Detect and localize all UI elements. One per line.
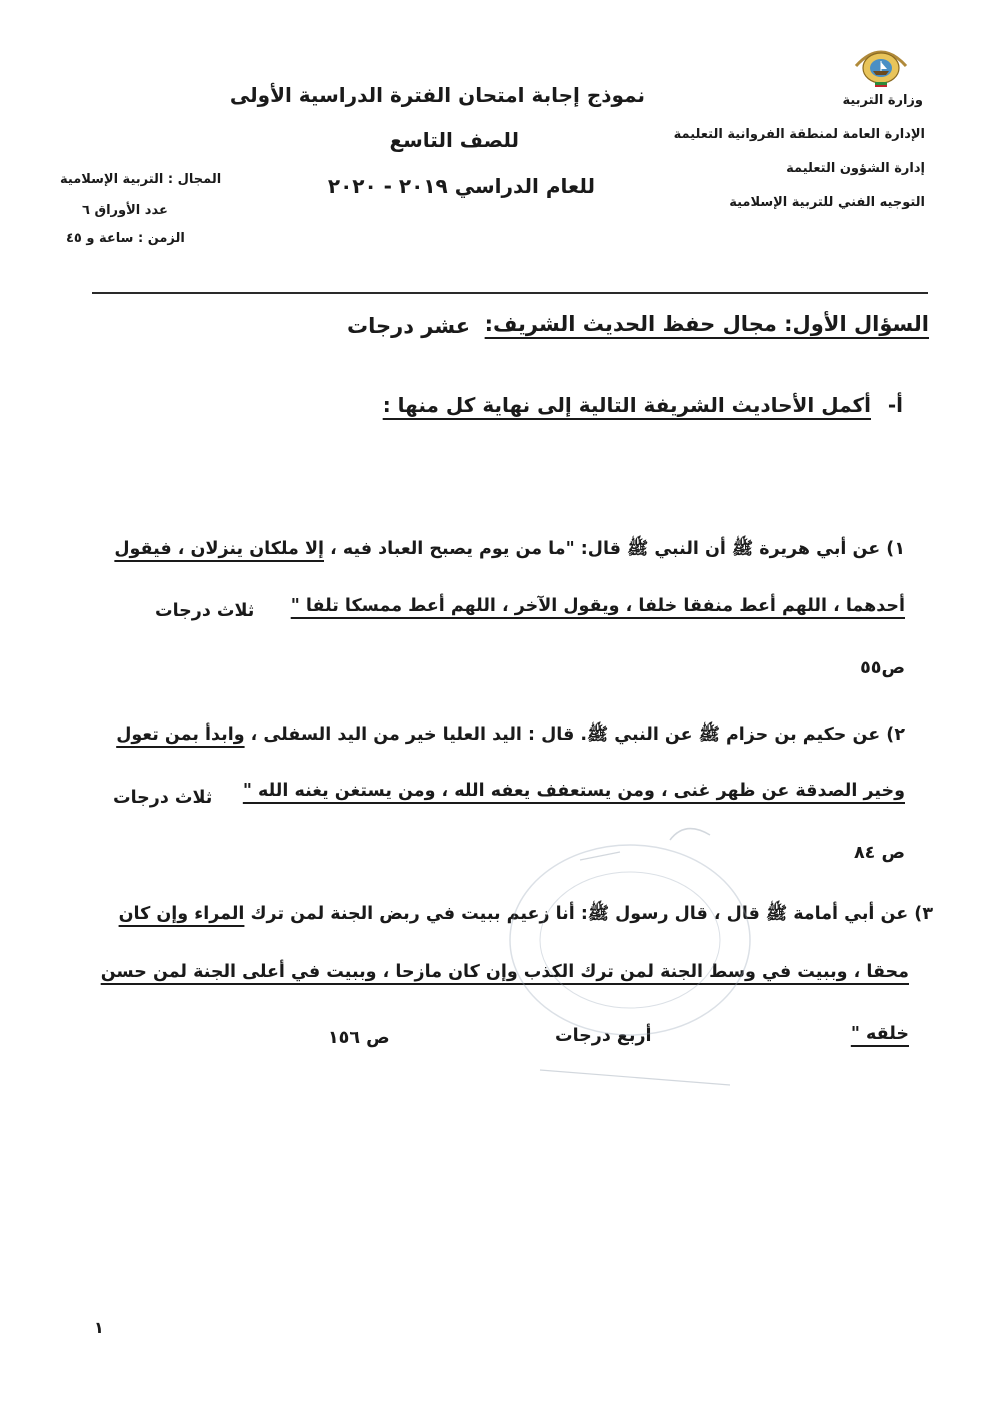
kuwait-emblem-logo [852, 44, 910, 88]
hadith-1-line-1 [114, 537, 905, 563]
hadith-1-answer-part-1: إلا ملكان ينزلان ، فيقول [114, 539, 324, 559]
exam-grade: للصف التاسع [389, 128, 519, 152]
hadith-3-page-ref: ص ١٥٦ [328, 1028, 390, 1048]
hadith-1-marks: ثلاث درجات [155, 601, 255, 621]
hadith-2-page-ref: ص ٨٤ [853, 843, 905, 863]
hadith-1-answer-part-2: أحدهما ، اللهم أعط منفقا خلفا ، ويقول الآخر ، اللهم أعط ممسكا تلفا " [290, 596, 905, 616]
hadith-1-page-ref: ص٥٥ [860, 658, 905, 678]
supervision-name: التوجيه الفني للتربية الإسلامية [729, 195, 925, 210]
hadith-1-text: ١) عن أبي هريرة ﷺ أن النبي ﷺ قال: "ما من يوم يصبح العباد فيه ، [324, 539, 905, 559]
header-divider [92, 292, 928, 294]
question-marks: عشر درجات [347, 314, 471, 338]
hadith-2-marks: ثلاث درجات [113, 788, 213, 808]
hadith-3-answer-part-2: محقا ، وببيت في وسط الجنة لمن ترك الكذب وإن كان مازحا ، وببيت في أعلى الجنة لمن حسن [100, 962, 909, 982]
hadith-2-line-1 [116, 723, 905, 749]
part-a-label: أ- [887, 393, 903, 417]
part-a-instruction: أكمل الأحاديث الشريفة التالية إلى نهاية كل منها : [382, 393, 871, 417]
hadith-2-text: ٢) عن حكيم بن حزام ﷺ عن النبي ﷺ. قال : اليد العليا خير من اليد السفلى ، [244, 725, 905, 745]
faded-official-stamp [480, 800, 800, 1120]
exam-title: نموذج إجابة امتحان الفترة الدراسية الأولى [229, 83, 645, 107]
page-number: ١ [94, 1318, 104, 1337]
hadith-3-text: ٣) عن أبي أمامة ﷺ قال ، قال رسول ﷺ: أنا زعيم ببيت في ربض الجنة لمن ترك [244, 904, 933, 924]
subject-field: المجال : التربية الإسلامية [60, 172, 222, 187]
hadith-2-answer-part-2: وخير الصدقة عن ظهر غنى ، ومن يستعفف يعفه الله ، ومن يستغن يغنه الله " [242, 781, 905, 801]
hadith-3-answer-part-1: المراء وإن كان [118, 904, 245, 924]
hadith-3-marks: أربع درجات [555, 1026, 652, 1046]
ministry-name: وزارة التربية [842, 93, 923, 108]
question-title: السؤال الأول: مجال حفظ الحديث الشريف: [484, 312, 929, 336]
exam-duration: الزمن : ساعة و ٤٥ [66, 231, 185, 246]
sheet-count: عدد الأوراق ٦ [82, 203, 168, 218]
directorate-name: الإدارة العامة لمنطقة الفروانية التعليمة [673, 127, 925, 142]
hadith-2-answer-part-1: وابدأ بمن تعول [116, 725, 245, 745]
hadith-3-answer-part-3: خلقه " [850, 1024, 909, 1044]
department-name: إدارة الشؤون التعليمة [786, 161, 925, 176]
exam-year: للعام الدراسي ٢٠١٩ - ٢٠٢٠ [327, 174, 595, 198]
